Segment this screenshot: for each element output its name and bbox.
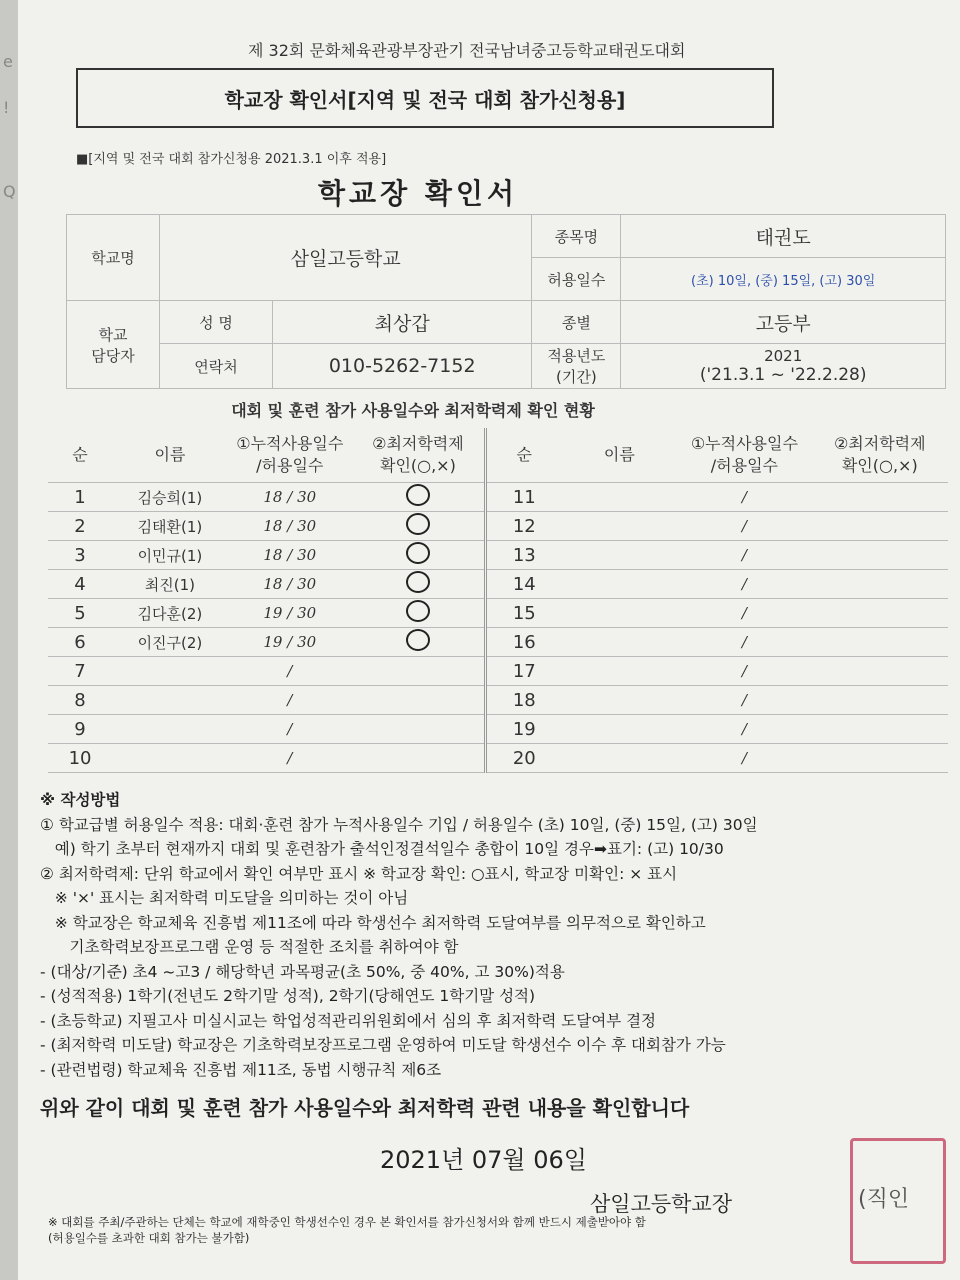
days-used-right: / xyxy=(677,686,811,715)
instruction-line: - (관련법령) 학교체육 진흥법 제11조, 동법 시행규칙 제6조 xyxy=(40,1060,442,1079)
days-used-right: / xyxy=(677,541,811,570)
col-days-right-line2: /허용일수 xyxy=(710,456,778,475)
table-row xyxy=(48,686,948,715)
used-days: 19 xyxy=(263,633,283,651)
name-value: 최상갑 xyxy=(273,301,532,344)
days-used-right: / xyxy=(677,628,811,657)
period-label-line2: (기간) xyxy=(556,368,597,386)
col-days-right-line1: ①누적사용일수 xyxy=(690,434,798,453)
instruction-line: - (대상/기준) 초4 ~고3 / 해당학년 과목평균(초 50%, 중 40%, 고 30%)적용 xyxy=(40,962,565,981)
row-number-right: 13 xyxy=(486,541,562,570)
category-value: 고등부 xyxy=(621,301,946,344)
circle-mark-icon xyxy=(406,571,430,593)
separator: / xyxy=(287,720,293,738)
footnote xyxy=(48,1214,646,1246)
row-number-right: 18 xyxy=(486,686,562,715)
check-mark xyxy=(352,541,486,570)
period-range: ('21.3.1 ~ '22.2.28) xyxy=(699,365,867,385)
col-check xyxy=(352,428,486,483)
table-row xyxy=(48,628,948,657)
row-number: 5 xyxy=(48,599,112,628)
days-used xyxy=(228,628,352,657)
phone-value: 010-5262-7152 xyxy=(273,344,532,389)
circle-mark-icon xyxy=(406,484,430,506)
check-mark xyxy=(352,512,486,541)
allowed-days: 30 xyxy=(297,604,317,622)
table-row xyxy=(48,744,948,773)
row-number-right: 20 xyxy=(486,744,562,773)
row-number: 10 xyxy=(48,744,112,773)
row-number: 8 xyxy=(48,686,112,715)
student-name-right xyxy=(562,628,678,657)
days-used xyxy=(228,483,352,512)
days-used-right: / xyxy=(677,715,811,744)
panel-glyph-icon: e xyxy=(3,52,13,71)
check-mark xyxy=(352,483,486,512)
roster-table xyxy=(48,428,948,773)
used-days: 18 xyxy=(263,575,283,593)
col-name-right: 이름 xyxy=(562,428,678,483)
panel-glyph-icon: ! xyxy=(3,98,10,117)
separator: / xyxy=(287,691,293,709)
school-name: 삼일고등학교 xyxy=(160,215,532,301)
student-name: 김태환(1) xyxy=(112,512,228,541)
confirm-statement: 위와 같이 대회 및 훈련 참가 사용일수와 최저학력 관련 내용을 확인합니다 xyxy=(40,1096,690,1120)
col-no: 순 xyxy=(48,428,112,483)
banner-title: 학교장 확인서[지역 및 전국 대회 참가신청용] xyxy=(76,68,774,128)
info-table xyxy=(66,214,946,389)
row-number-right: 16 xyxy=(486,628,562,657)
row-number-right: 19 xyxy=(486,715,562,744)
row-number: 4 xyxy=(48,570,112,599)
check-mark-right xyxy=(812,483,948,512)
contact-label-line1: 학교 xyxy=(98,325,128,344)
student-name-right xyxy=(562,686,678,715)
days-used-right: / xyxy=(677,599,811,628)
days-used-right: / xyxy=(677,483,811,512)
student-name-right xyxy=(562,570,678,599)
row-number-right: 15 xyxy=(486,599,562,628)
check-mark xyxy=(352,570,486,599)
days-used xyxy=(228,744,352,773)
allowed-days: 30 xyxy=(297,488,317,506)
table-row xyxy=(48,599,948,628)
student-name xyxy=(112,686,228,715)
document-page xyxy=(18,0,960,1280)
student-name: 김다훈(2) xyxy=(112,599,228,628)
days-used-right: / xyxy=(677,570,811,599)
row-number: 7 xyxy=(48,657,112,686)
row-number-right: 12 xyxy=(486,512,562,541)
days-used-right: / xyxy=(677,744,811,773)
days-used xyxy=(228,570,352,599)
name-label: 성 명 xyxy=(160,301,273,344)
instruction-line: ② 최저학력제: 단위 학교에서 확인 여부만 표시 ※ 학교장 확인: ○표시, 학교장 미확인: × 표시 xyxy=(40,864,678,883)
student-name: 이진구(2) xyxy=(112,628,228,657)
event-value: 태권도 xyxy=(621,215,946,258)
student-name xyxy=(112,744,228,773)
col-days xyxy=(228,428,352,483)
circle-mark-icon xyxy=(406,513,430,535)
instructions-heading: ※ 작성방법 xyxy=(40,791,121,809)
instruction-line: ※ '×' 표시는 최저학력 미도달을 의미하는 것이 아님 xyxy=(40,889,409,907)
col-no-right: 순 xyxy=(486,428,562,483)
allowed-days: 30 xyxy=(297,633,317,651)
student-name-right xyxy=(562,599,678,628)
student-name xyxy=(112,657,228,686)
check-mark-right xyxy=(812,686,948,715)
check-mark xyxy=(352,715,486,744)
check-mark xyxy=(352,657,486,686)
check-mark xyxy=(352,628,486,657)
table-row xyxy=(48,657,948,686)
student-name-right xyxy=(562,657,678,686)
row-number-right: 14 xyxy=(486,570,562,599)
used-days: 18 xyxy=(263,488,283,506)
row-number: 3 xyxy=(48,541,112,570)
row-number: 9 xyxy=(48,715,112,744)
table-row xyxy=(48,570,948,599)
days-used-right: / xyxy=(677,512,811,541)
days-used xyxy=(228,599,352,628)
table-row xyxy=(48,512,948,541)
row-number-right: 17 xyxy=(486,657,562,686)
roster-title: 대회 및 훈련 참가 사용일수와 최저학력제 확인 현황 xyxy=(231,401,595,420)
used-days: 19 xyxy=(263,604,283,622)
main-title: 학교장 확인서 xyxy=(317,177,519,210)
col-check-right xyxy=(812,428,948,483)
issue-date: 2021년 07월 06일 xyxy=(380,1146,587,1174)
separator: / xyxy=(287,662,293,680)
student-name-right xyxy=(562,744,678,773)
col-name: 이름 xyxy=(112,428,228,483)
period-label xyxy=(532,344,621,389)
table-row xyxy=(48,541,948,570)
check-mark-right xyxy=(812,628,948,657)
instructions xyxy=(40,788,960,1082)
col-check-right-line2: 확인(○,×) xyxy=(841,456,918,475)
student-name: 김승희(1) xyxy=(112,483,228,512)
days-used-right: / xyxy=(677,657,811,686)
row-number-right: 11 xyxy=(486,483,562,512)
instruction-line: 기초학력보장프로그램 운영 등 적절한 조치를 취하여야 함 xyxy=(40,938,459,956)
row-number: 2 xyxy=(48,512,112,541)
check-mark-right xyxy=(812,541,948,570)
check-mark xyxy=(352,744,486,773)
check-mark xyxy=(352,686,486,715)
panel-glyph-icon: Q xyxy=(3,182,16,201)
student-name: 최진(1) xyxy=(112,570,228,599)
separator: / xyxy=(287,517,293,535)
allowed-days: 30 xyxy=(297,546,317,564)
circle-mark-icon xyxy=(406,542,430,564)
principal-name: 삼일고등학교장 xyxy=(590,1192,733,1216)
seal-text: (직인 xyxy=(858,1187,910,1212)
student-name-right xyxy=(562,541,678,570)
col-days-line2: /허용일수 xyxy=(256,456,324,475)
separator: / xyxy=(287,604,293,622)
phone-label: 연락처 xyxy=(160,344,273,389)
instruction-line: 예) 학기 초부터 현재까지 대회 및 훈련참가 출석인정결석일수 총합이 10일 경우➡표기: (고) 10/30 xyxy=(40,840,724,858)
check-mark-right xyxy=(812,512,948,541)
student-name-right xyxy=(562,512,678,541)
allowed-days: 30 xyxy=(297,575,317,593)
footnote-line2: (허용일수를 초과한 대회 참가는 불가함) xyxy=(48,1231,250,1245)
check-mark-right xyxy=(812,570,948,599)
col-check-line1: ②최저학력제 xyxy=(372,434,464,453)
separator: / xyxy=(287,749,293,767)
student-name-right xyxy=(562,715,678,744)
days-used xyxy=(228,541,352,570)
allowed-value: (초) 10일, (중) 15일, (고) 30일 xyxy=(621,258,946,301)
student-name: 이민규(1) xyxy=(112,541,228,570)
days-used xyxy=(228,715,352,744)
used-days: 18 xyxy=(263,517,283,535)
instruction-line: - (성적적용) 1학기(전년도 2학기말 성적), 2학기(당해연도 1학기말 성적) xyxy=(40,987,536,1005)
instruction-line: - (최저학력 미도달) 학교장은 기초학력보장프로그램 운영하여 미도달 학생선수 이수 후 대회참가 가능 xyxy=(40,1036,726,1054)
table-row xyxy=(48,715,948,744)
circle-mark-icon xyxy=(406,629,430,651)
check-mark-right xyxy=(812,715,948,744)
separator: / xyxy=(287,488,293,506)
circle-mark-icon xyxy=(406,600,430,622)
check-mark-right xyxy=(812,657,948,686)
separator: / xyxy=(287,575,293,593)
student-name-right xyxy=(562,483,678,512)
col-days-line1: ①누적사용일수 xyxy=(236,434,344,453)
col-check-line2: 확인(○,×) xyxy=(379,456,456,475)
col-check-right-line1: ②최저학력제 xyxy=(833,434,926,453)
days-used xyxy=(228,512,352,541)
category-label: 종별 xyxy=(532,301,621,344)
col-days-right xyxy=(677,428,811,483)
check-mark xyxy=(352,599,486,628)
student-name xyxy=(112,715,228,744)
event-line: 제 32회 문화체육관광부장관기 전국남녀중고등학교태권도대회 xyxy=(248,41,686,60)
contact-label-line2: 담당자 xyxy=(91,346,135,365)
allowed-days: 30 xyxy=(297,517,317,535)
used-days: 18 xyxy=(263,546,283,564)
instruction-line: ※ 학교장은 학교체육 진흥법 제11조에 따라 학생선수 최저학력 도달여부를 의무적으로 확인하고 xyxy=(40,913,706,932)
footnote-line1: ※ 대회를 주최/주관하는 단체는 학교에 재학중인 학생선수인 경우 본 확인서를 참가신청서와 함께 반드시 제출받아야 함 xyxy=(48,1215,646,1229)
school-label: 학교명 xyxy=(67,215,160,301)
allowed-label: 허용일수 xyxy=(532,258,621,301)
row-number: 1 xyxy=(48,483,112,512)
separator: / xyxy=(287,546,293,564)
sub-note: ■[지역 및 전국 대회 참가신청용 2021.3.1 이후 적용] xyxy=(76,152,387,167)
instruction-line: ① 학교급별 허용일수 적용: 대회·훈련 참가 누적사용일수 기입 / 허용일수 (초) 10일, (중) 15일, (고) 30일 xyxy=(40,815,758,834)
period-year: 2021 xyxy=(764,347,803,365)
separator: / xyxy=(287,633,293,651)
days-used xyxy=(228,657,352,686)
days-used xyxy=(228,686,352,715)
period-label-line1: 적용년도 xyxy=(547,347,606,365)
contact-label xyxy=(67,301,160,389)
check-mark-right xyxy=(812,599,948,628)
check-mark-right xyxy=(812,744,948,773)
period-value xyxy=(621,344,946,389)
instruction-line: - (초등학교) 지필고사 미실시교는 학업성적관리위원회에서 심의 후 최저학력 도달여부 결정 xyxy=(40,1011,657,1030)
row-number: 6 xyxy=(48,628,112,657)
event-label: 종목명 xyxy=(532,215,621,258)
table-row xyxy=(48,483,948,512)
